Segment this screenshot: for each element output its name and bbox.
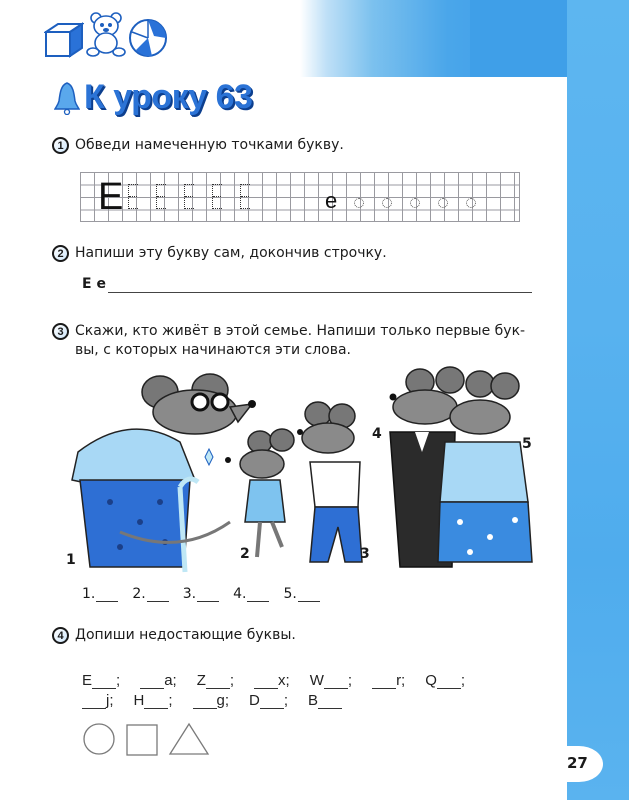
line-label: Е е <box>82 276 106 292</box>
letter-blank[interactable] <box>437 675 461 689</box>
letter-pair: Q ; <box>425 672 466 689</box>
letter-pair: Z ; <box>196 672 235 689</box>
uppercase-sample-letter: Е <box>98 176 124 218</box>
letter-pair: W ; <box>309 672 353 689</box>
dotted-letter-e[interactable] <box>354 198 364 208</box>
answer-slot: 4. <box>233 586 269 602</box>
figure-label: 1 <box>66 552 76 568</box>
girl-mouse <box>205 429 294 557</box>
dotted-letter-E[interactable] <box>128 184 138 209</box>
answer-blank[interactable] <box>247 588 269 602</box>
letter-pair: a; <box>140 672 177 689</box>
letter-pair: j; <box>82 692 114 709</box>
dotted-letter-E[interactable] <box>212 184 222 209</box>
answer-blanks <box>82 586 320 602</box>
task-instruction-line1: Скажи, кто живёт в этой семье. Напиши только первые бук- <box>75 323 526 339</box>
lowercase-sample-letter: е <box>325 188 338 213</box>
mouse-family-image <box>60 362 540 577</box>
lesson-title: К уроку 63 <box>84 78 253 116</box>
answer-slot: 1. <box>82 586 118 602</box>
task-instruction-line2: вы, с которых начинаются эти слова. <box>75 342 351 358</box>
grandma-mouse <box>72 374 256 572</box>
letters-row-1 <box>82 672 465 689</box>
task-number-badge: 1 <box>52 137 69 154</box>
boy-mouse <box>297 402 362 562</box>
letter-blank[interactable] <box>372 675 396 689</box>
writing-line[interactable] <box>108 292 532 293</box>
lesson-title-row <box>54 78 252 117</box>
letter-pair: E ; <box>82 672 121 689</box>
teddy-bear-icon <box>86 12 126 58</box>
right-blue-band <box>567 0 629 800</box>
letter-pair: H ; <box>133 692 173 709</box>
letters-row-2 <box>82 692 342 709</box>
dotted-letter-e[interactable] <box>466 198 476 208</box>
letter-blank[interactable] <box>82 695 106 709</box>
page-number-tab <box>567 746 629 786</box>
letter-pair: r; <box>372 672 405 689</box>
bell-icon <box>54 81 80 115</box>
letter-pair: B <box>308 692 342 709</box>
circle-shape-icon[interactable] <box>82 722 116 756</box>
task-instruction: Напиши эту букву сам, докончив строчку. <box>75 245 387 261</box>
dotted-letter-E[interactable] <box>184 184 194 209</box>
square-shape-icon[interactable] <box>126 724 158 756</box>
letter-blank[interactable] <box>140 675 164 689</box>
task-3 <box>52 322 525 360</box>
header-icons <box>44 12 168 58</box>
letter-blank[interactable] <box>254 675 278 689</box>
letter-blank[interactable] <box>144 695 168 709</box>
figure-label: 4 <box>372 426 382 442</box>
task-1 <box>52 136 344 155</box>
dotted-letter-E[interactable] <box>156 184 166 209</box>
task-number-badge: 4 <box>52 627 69 644</box>
dotted-letter-E[interactable] <box>240 184 250 209</box>
letter-pair: D ; <box>249 692 289 709</box>
letter-blank[interactable] <box>193 695 217 709</box>
answer-slot: 5. <box>283 586 319 602</box>
task-number-badge: 3 <box>52 323 69 340</box>
letter-blank[interactable] <box>206 675 230 689</box>
dotted-letter-e[interactable] <box>382 198 392 208</box>
letter-blank[interactable] <box>318 695 342 709</box>
answer-blank[interactable] <box>197 588 219 602</box>
task-4 <box>52 626 296 645</box>
answer-blank[interactable] <box>96 588 118 602</box>
figure-label: 2 <box>240 546 250 562</box>
triangle-shape-icon[interactable] <box>168 722 210 756</box>
figure-label: 3 <box>360 546 370 562</box>
answer-slot: 3. <box>183 586 219 602</box>
self-assessment-shapes <box>82 722 210 756</box>
task-number-badge: 2 <box>52 245 69 262</box>
page-number: 27 <box>567 754 588 772</box>
answer-slot: 2. <box>132 586 168 602</box>
answer-blank[interactable] <box>298 588 320 602</box>
letter-blank[interactable] <box>92 675 116 689</box>
dotted-letter-e[interactable] <box>438 198 448 208</box>
ball-icon <box>128 18 168 58</box>
letter-pair: x; <box>254 672 290 689</box>
letter-pair: g; <box>193 692 230 709</box>
task-instruction: Допиши недостающие буквы. <box>75 627 296 643</box>
letter-blank[interactable] <box>260 695 284 709</box>
mouse-family-illustration <box>60 362 540 577</box>
task-instruction: Обведи намеченную точками букву. <box>75 137 344 153</box>
tracing-grid[interactable] <box>80 172 520 222</box>
top-blue-corner <box>470 0 567 77</box>
answer-blank[interactable] <box>147 588 169 602</box>
task-2 <box>52 244 387 263</box>
cube-icon <box>44 22 84 58</box>
figure-label: 5 <box>522 436 532 452</box>
dotted-letter-e[interactable] <box>410 198 420 208</box>
letter-blank[interactable] <box>324 675 348 689</box>
